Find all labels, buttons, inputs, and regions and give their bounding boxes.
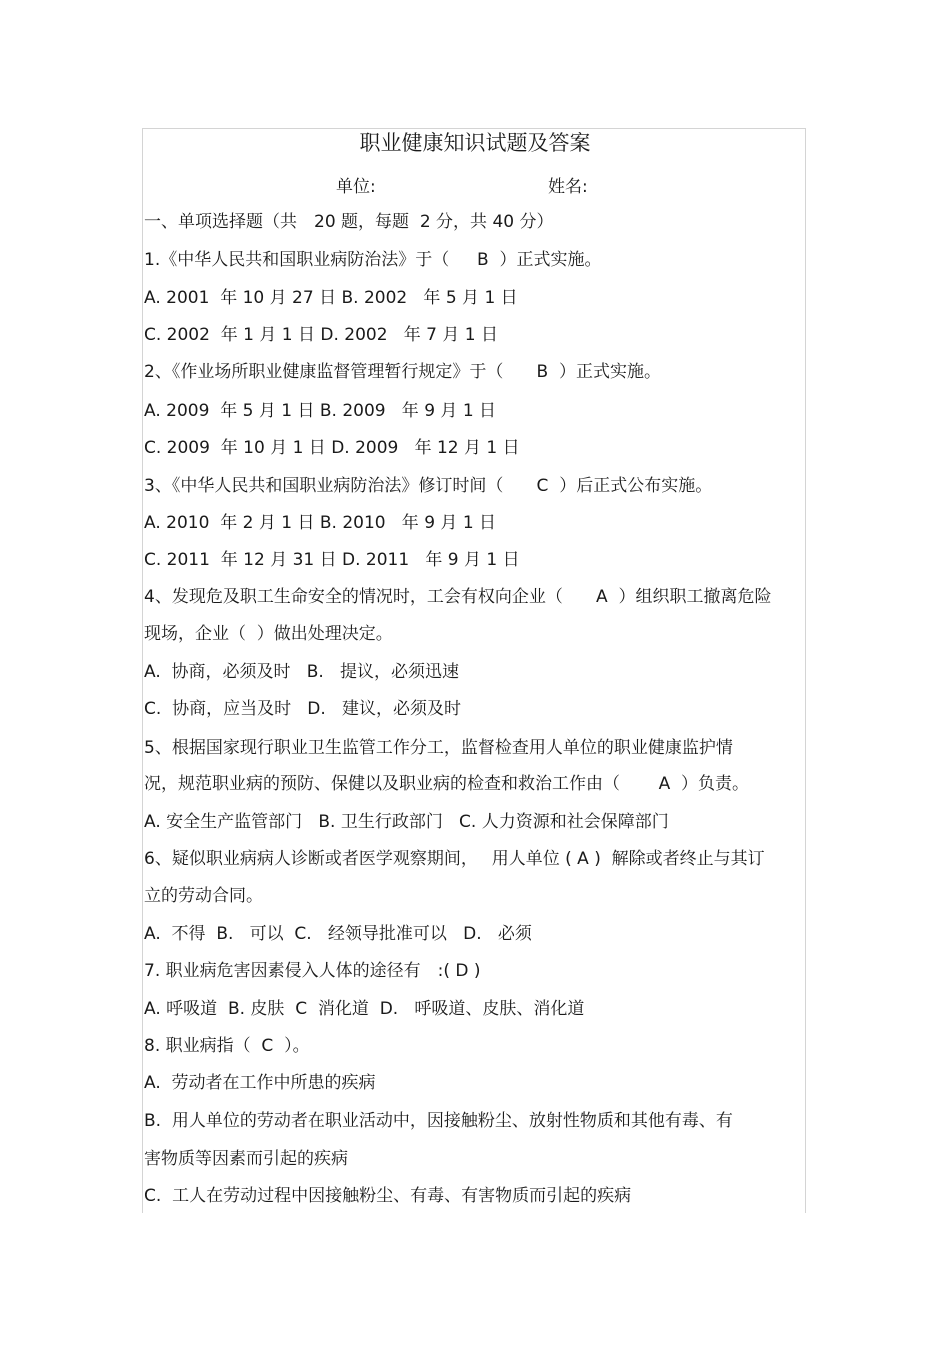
answer-options: A. 协商，必须及时 B. 提议，必须迅速 (144, 662, 460, 682)
answer-options: C. 2011 年 12 月 31 日 D. 2011 年 9 月 1 日 (144, 550, 520, 570)
answer-options: A. 2001 年 10 月 27 日 B. 2002 年 5 月 1 日 (144, 288, 518, 308)
section-heading: 一、单项选择题（共 20 题，每题 2 分，共 40 分） (144, 212, 554, 232)
question-text: 8. 职业病指（ C ）。 (144, 1036, 310, 1056)
answer-options: A. 呼吸道 B. 皮肤 C 消化道 D. 呼吸道、皮肤、消化道 (144, 999, 585, 1019)
question-text: 况，规范职业病的预防、保健以及职业病的检查和救治工作由（ A ）负责。 (144, 774, 750, 794)
answer-options: A. 2009 年 5 月 1 日 B. 2009 年 9 月 1 日 (144, 401, 497, 421)
question-text: 2、《作业场所职业健康监督管理暂行规定》于（ B ）正式实施。 (144, 362, 661, 382)
question-text: 现场，企业（ ）做出处理决定。 (144, 624, 393, 644)
question-text: 4、发现危及职工生命安全的情况时，工会有权向企业（ A ）组织职工撤离危险 (144, 587, 772, 607)
answer-options: A. 2010 年 2 月 1 日 B. 2010 年 9 月 1 日 (144, 513, 497, 533)
answer-options: A. 不得 B. 可以 C. 经领导批准可以 D. 必须 (144, 924, 532, 944)
answer-option: C. 工人在劳动过程中因接触粉尘、有毒、有害物质而引起的疾病 (144, 1186, 632, 1206)
question-text: 6、疑似职业病病人诊断或者医学观察期间， 用人单位 ( A ) 解除或者终止与其订 (144, 849, 765, 869)
answer-option: A. 劳动者在工作中所患的疾病 (144, 1073, 376, 1093)
document-title: 职业健康知识试题及答案 (359, 131, 591, 155)
answer-options: C. 2002 年 1 月 1 日 D. 2002 年 7 月 1 日 (144, 325, 499, 345)
answer-option: B. 用人单位的劳动者在职业活动中，因接触粉尘、放射性物质和其他有毒、有 (144, 1111, 733, 1131)
question-text: 立的劳动合同。 (144, 886, 263, 906)
question-text: 1.《中华人民共和国职业病防治法》于（ B ）正式实施。 (144, 250, 602, 270)
question-text: 5、根据国家现行职业卫生监管工作分工，监督检查用人单位的职业健康监护情 (144, 738, 733, 758)
answer-options: C. 2009 年 10 月 1 日 D. 2009 年 12 月 1 日 (144, 438, 520, 458)
question-text: 7. 职业病危害因素侵入人体的途径有 :( D ) (144, 961, 481, 981)
unit-label: 单位: (336, 177, 376, 197)
question-text: 3、《中华人民共和国职业病防治法》修订时间（ C ）后正式公布实施。 (144, 476, 713, 496)
answer-option: 害物质等因素而引起的疾病 (144, 1149, 348, 1169)
answer-options: C. 协商，应当及时 D. 建议，必须及时 (144, 699, 461, 719)
name-label: 姓名: (548, 177, 588, 197)
answer-options: A. 安全生产监管部门 B. 卫生行政部门 C. 人力资源和社会保障部门 (144, 812, 669, 832)
